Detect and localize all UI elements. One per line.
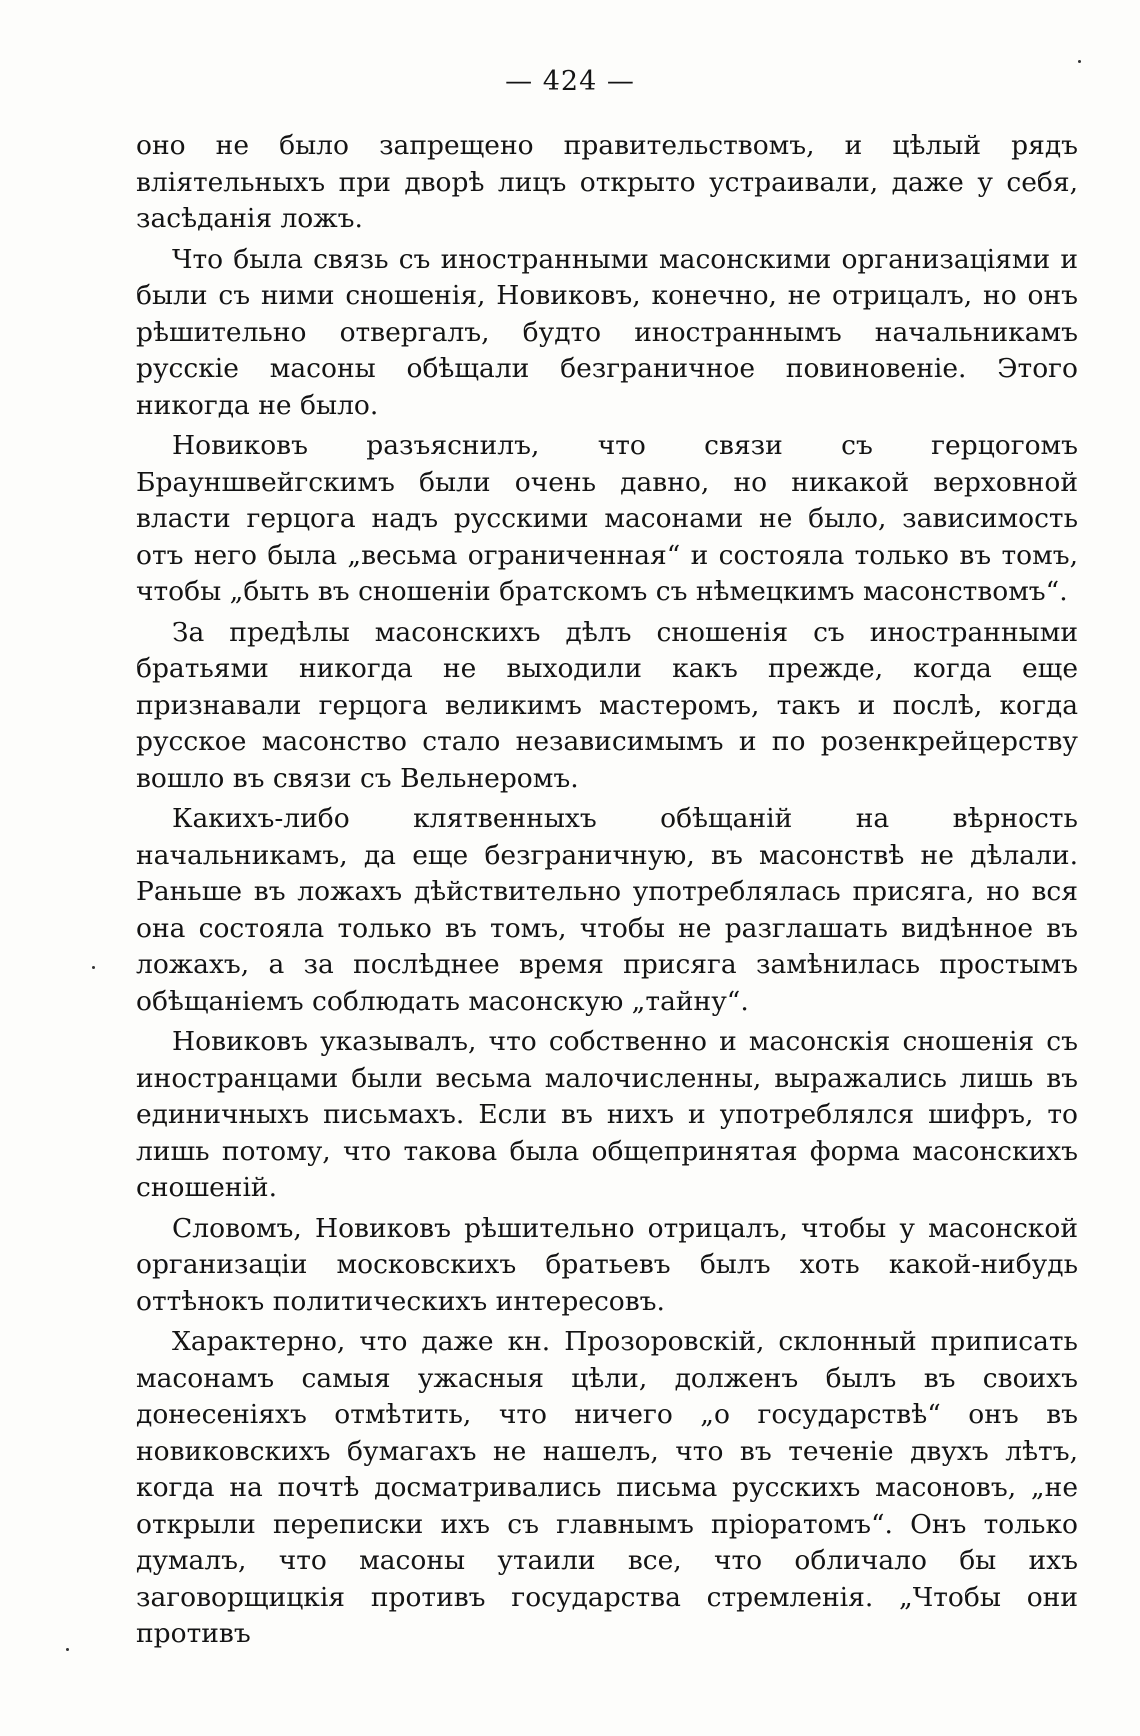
paragraph-4: За предѣлы масонскихъ дѣлъ сношенія съ иностранными братьями никогда не выходили какъ прежде, когда еще признавали герцога великимъ мастеромъ, такъ и послѣ, когда русское масонство стало независимымъ и по розенкрейцерству вошло въ связи съ Вельнеромъ. [136,616,1078,794]
paragraph-7: Словомъ, Новиковъ рѣшительно отрицалъ, чтобы у масонской организаціи московскихъ братьевъ былъ хоть какой-нибудь оттѣнокъ политическихъ интересовъ. [136,1212,1078,1317]
scan-speck [92,966,95,969]
paragraph-2: Что была связь съ иностранными масонскими организаціями и были съ ними сношенія, Новиковъ, конечно, не отрицалъ, но онъ рѣшительно отвергалъ, будто иностраннымъ начальникамъ русскіе масоны обѣщали безграничное повиновеніе. Этого никогда не было. [136,243,1078,421]
paragraph-1: оно не было запрещено правительствомъ, и цѣлый рядъ вліятельныхъ при дворѣ лицъ открыто устраивали, даже у себя, засѣданія ложъ. [136,130,1078,234]
paragraph-5: Какихъ-либо клятвенныхъ обѣщаній на вѣрность начальникамъ, да еще безграничную, въ масонствѣ не дѣлали. Раньше въ ложахъ дѣйствительно употреблялась присяга, но вся она состояла только въ томъ, чтобы не разглашать видѣнное въ ложахъ, а за послѣднее время присяга замѣнилась простымъ обѣщаніемъ соблюдать масонскую „тайну“. [136,803,1078,1017]
paragraph-3: Новиковъ разъяснилъ, что связи съ герцогомъ Брауншвейгскимъ были очень давно, но никакой верховной власти герцога надъ русскими масонами не было, зависимость отъ него была „весьма ограниченная“ и состояла только въ томъ, чтобы „быть въ сношеніи братскомъ съ нѣмецкимъ масонствомъ“. [136,430,1078,607]
scan-speck [66,1648,69,1651]
scan-speck [1078,60,1081,63]
paragraph-8: Характерно, что даже кн. Прозоровскій, склонный приписать масонамъ самыя ужасныя цѣли, долженъ былъ въ своихъ донесеніяхъ отмѣтить, что ничего „о государствѣ“ онъ въ новиковскихъ бумагахъ не нашелъ, что въ теченіе двухъ лѣтъ, когда на почтѣ досматривались письма русскихъ масоновъ, „не открыли переписки ихъ съ главнымъ пріоратомъ“. Онъ только думалъ, что масоны утаили все, что обличало бы ихъ заговорщицкія противъ государства стремленія. „Чтобы они противъ [136,1326,1078,1649]
paragraph-6: Новиковъ указывалъ, что собственно и масонскія сношенія съ иностранцами были весьма малочисленны, выражались лишь въ единичныхъ письмахъ. Если въ нихъ и употреблялся шифръ, то лишь потому, что такова была общепринятая форма масонскихъ сношеній. [136,1026,1078,1203]
page-body [136,128,1078,1657]
page-number: — 424 — [505,66,635,97]
